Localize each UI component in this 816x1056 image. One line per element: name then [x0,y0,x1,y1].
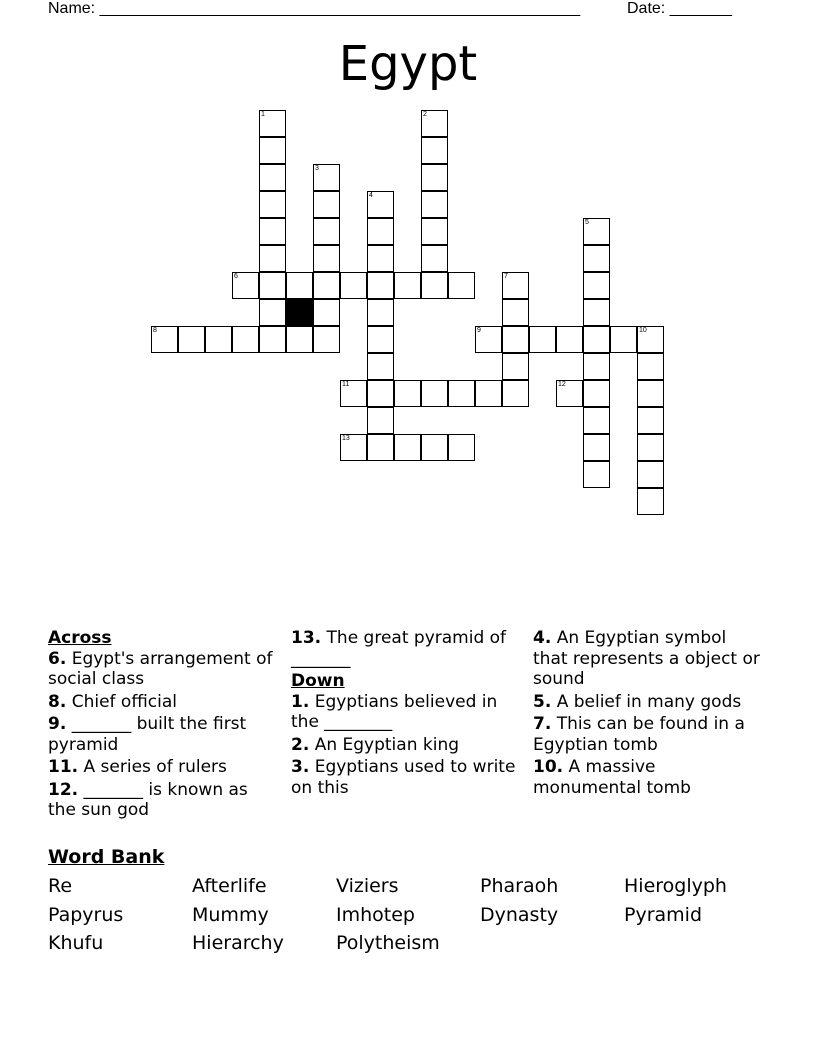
grid-cell[interactable] [583,245,610,272]
grid-cell[interactable] [583,461,610,488]
grid-cell[interactable] [421,434,448,461]
grid-cell[interactable] [583,434,610,461]
grid-cell[interactable] [205,326,232,353]
word-bank-item: Hieroglyph [624,875,727,897]
grid-cell[interactable] [367,272,394,299]
grid-cell[interactable] [637,353,664,380]
clue-across-6: 6. Egypt's arrangement of social class [48,648,273,689]
clue-across-9: 9. _______ built the first pyramid [48,714,247,755]
grid-cell[interactable] [637,380,664,407]
date-field-label: Date: _______ [627,0,732,17]
grid-cell[interactable] [367,326,394,353]
grid-cell[interactable] [421,164,448,191]
clue-number: 13 [342,435,350,442]
grid-cell[interactable] [259,326,286,353]
clue-column-1 [48,628,278,823]
clue-number: 7 [504,273,508,280]
grid-cell[interactable] [583,353,610,380]
word-bank [48,872,768,958]
grid-cell[interactable] [475,380,502,407]
clue-across-12: 12. _______ is known as the sun god [48,779,248,820]
word-bank-item: Papyrus [48,903,124,926]
word-bank-item: Viziers [336,875,399,897]
grid-cell[interactable] [367,380,394,407]
grid-cell[interactable] [502,272,529,299]
grid-cell[interactable] [583,218,610,245]
clue-down-10: 10. A massive monumental tomb [533,757,691,798]
clue-down-7: 7. This can be found in a Egyptian tomb [533,714,745,755]
clue-number: 10 [639,327,647,334]
grid-cell[interactable] [232,272,259,299]
grid-cell[interactable] [367,407,394,434]
grid-cell[interactable] [367,191,394,218]
grid-cell[interactable] [637,407,664,434]
clue-down-1: 1. Egyptians believed in the ________ [291,691,498,732]
page-title: Egypt [338,36,478,92]
across-heading: Across [48,628,112,648]
grid-cell[interactable] [583,407,610,434]
grid-cell[interactable] [340,380,367,407]
grid-cell[interactable] [421,137,448,164]
grid-cell[interactable] [583,380,610,407]
grid-cell[interactable] [340,272,367,299]
grid-cell[interactable] [556,326,583,353]
clue-number: 8 [153,327,157,334]
clue-number: 5 [585,219,589,226]
word-bank-item: Pyramid [624,903,703,926]
clue-across-11: 11. A series of rulers [48,757,227,777]
grid-cell[interactable] [502,326,529,353]
clue-number: 11 [342,381,350,388]
clue-number: 9 [477,327,481,334]
clue-number: 4 [369,192,373,199]
clue-number: 2 [423,111,427,118]
grid-cell[interactable] [232,326,259,353]
clue-number: 1 [261,111,265,118]
word-bank-item: Re [48,875,73,897]
clue-down-2: 2. An Egyptian king [291,734,460,755]
word-bank-item: Imhotep [336,903,415,926]
word-bank-item: Dynasty [480,903,559,926]
grid-cell[interactable] [259,110,286,137]
clue-across-8: 8. Chief official [48,691,177,712]
grid-cell[interactable] [394,380,421,407]
grid-cell[interactable] [502,299,529,326]
clue-number: 3 [315,165,319,172]
grid-cell[interactable] [259,272,286,299]
name-field-label: Name: ______________________________________________________ [48,0,581,17]
grid-cell[interactable] [394,434,421,461]
grid-cell[interactable] [259,218,286,245]
grid-cell[interactable] [313,245,340,272]
grid-cell[interactable] [313,299,340,326]
grid-cell[interactable] [637,326,664,353]
grid-cell[interactable] [421,191,448,218]
grid-cell[interactable] [448,272,475,299]
grid-cell[interactable] [313,218,340,245]
grid-cell[interactable] [610,326,637,353]
grid-cell[interactable] [259,245,286,272]
grid-cell[interactable] [583,326,610,353]
grid-cell[interactable] [286,326,313,353]
down-heading: Down [291,671,345,691]
clue-number: 6 [234,273,238,280]
grid-cell[interactable] [421,110,448,137]
clue-down-3: 3. Egyptians used to write on this [291,757,516,798]
grid-cell-blocked [286,299,313,326]
grid-cell[interactable] [340,434,367,461]
grid-cell[interactable] [529,326,556,353]
grid-cell[interactable] [583,272,610,299]
grid-cell[interactable] [421,272,448,299]
grid-cell[interactable] [313,326,340,353]
clue-across-13: 13. The great pyramid of _______ [291,628,507,669]
clue-down-4: 4. An Egyptian symbol that represents a object or sound [533,628,760,689]
grid-cell[interactable] [259,299,286,326]
grid-cell[interactable] [259,164,286,191]
word-bank-item: Afterlife [192,875,267,897]
grid-cell[interactable] [313,272,340,299]
word-bank-item: Polytheism [336,932,440,954]
grid-cell[interactable] [637,434,664,461]
grid-cell[interactable] [367,434,394,461]
grid-cell[interactable] [313,164,340,191]
grid-cell[interactable] [421,245,448,272]
grid-cell[interactable] [502,380,529,407]
grid-cell[interactable] [178,326,205,353]
grid-cell[interactable] [259,137,286,164]
grid-cell[interactable] [394,272,421,299]
grid-cell[interactable] [583,299,610,326]
word-bank-item: Mummy [192,903,269,926]
word-bank-item: Pharaoh [480,875,559,897]
grid-cell[interactable] [637,488,664,515]
grid-cell[interactable] [286,272,313,299]
grid-cell[interactable] [367,299,394,326]
word-bank-item: Hierarchy [192,932,284,954]
grid-cell[interactable] [367,218,394,245]
clue-down-5: 5. A belief in many gods [533,691,742,712]
grid-cell[interactable] [502,353,529,380]
grid-cell[interactable] [367,353,394,380]
word-bank-heading: Word Bank [48,846,165,868]
grid-cell[interactable] [637,461,664,488]
grid-cell[interactable] [421,218,448,245]
grid-cell[interactable] [556,380,583,407]
word-bank-item: Khufu [48,932,104,954]
grid-cell[interactable] [421,380,448,407]
clue-column-3 [533,628,763,800]
grid-cell[interactable] [475,326,502,353]
grid-cell[interactable] [448,434,475,461]
grid-cell[interactable] [313,191,340,218]
clue-number: 12 [558,381,566,388]
grid-cell[interactable] [367,245,394,272]
grid-cell[interactable] [151,326,178,353]
clue-column-2 [291,628,521,800]
grid-cell[interactable] [259,191,286,218]
grid-cell[interactable] [448,380,475,407]
